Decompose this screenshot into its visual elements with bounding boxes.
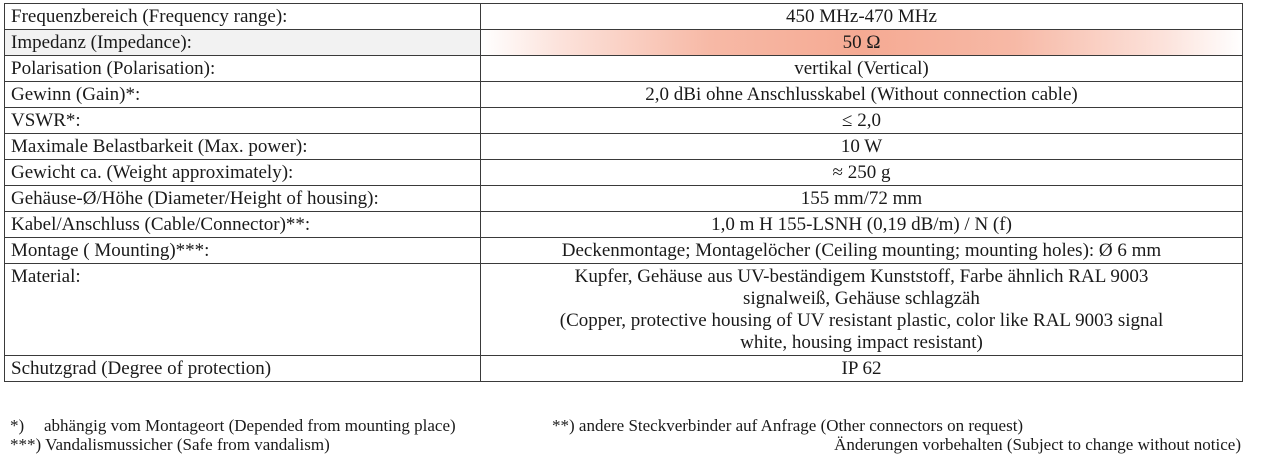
spec-row-mounting — [5, 238, 1243, 264]
spec-row-polarisation — [5, 56, 1243, 82]
spec-label: Gehäuse-Ø/Höhe (Diameter/Height of housing): — [5, 186, 481, 212]
footnote-line-2 — [4, 435, 1243, 454]
spec-value — [481, 264, 1243, 356]
spec-value: 2,0 dBi ohne Anschlusskabel (Without connection cable) — [481, 82, 1243, 108]
spec-label: Maximale Belastbarkeit (Max. power): — [5, 134, 481, 160]
spec-value: 10 W — [481, 134, 1243, 160]
footnote-text: abhängig vom Montageort (Depended from mounting place) — [44, 416, 456, 435]
spec-value: 1,0 m H 155-LSNH (0,19 dB/m) / N (f) — [481, 212, 1243, 238]
footnotes — [4, 416, 1243, 454]
spec-row-max-power — [5, 134, 1243, 160]
spec-row-vswr — [5, 108, 1243, 134]
footnote-line-1 — [4, 416, 1243, 435]
spec-label: Kabel/Anschluss (Cable/Connector)**: — [5, 212, 481, 238]
spec-row-material — [5, 264, 1243, 356]
spec-row-frequency-range — [5, 4, 1243, 30]
spec-label: Montage ( Mounting)***: — [5, 238, 481, 264]
spec-label: Polarisation (Polarisation): — [5, 56, 481, 82]
material-line: signalweiß, Gehäuse schlagzäh — [743, 288, 980, 309]
spec-value: vertikal (Vertical) — [481, 56, 1243, 82]
footnote-marker: *) — [10, 416, 25, 435]
spec-row-impedance — [5, 30, 1243, 56]
footnote-mounting-place — [10, 416, 456, 435]
spec-value: Deckenmontage; Montagelöcher (Ceiling mounting; mounting holes): Ø 6 mm — [481, 238, 1243, 264]
spec-row-gain — [5, 82, 1243, 108]
spec-label: Schutzgrad (Degree of protection) — [5, 356, 481, 382]
footnote-vandalism: ***) Vandalismussicher (Safe from vandalism) — [10, 435, 330, 454]
spec-label: Impedanz (Impedance): — [5, 30, 481, 56]
spec-row-cable-connector — [5, 212, 1243, 238]
spec-value: ≈ 250 g — [481, 160, 1243, 186]
spec-row-housing-dimensions — [5, 186, 1243, 212]
material-line: Kupfer, Gehäuse aus UV-beständigem Kunststoff, Farbe ähnlich RAL 9003 — [574, 266, 1149, 287]
spec-value: IP 62 — [481, 356, 1243, 382]
material-line: (Copper, protective housing of UV resistant plastic, color like RAL 9003 signal — [559, 310, 1164, 331]
spec-value: ≤ 2,0 — [481, 108, 1243, 134]
material-line: white, housing impact resistant) — [740, 332, 983, 353]
spec-label: Material: — [5, 264, 481, 356]
spec-value: 155 mm/72 mm — [481, 186, 1243, 212]
change-disclaimer: Änderungen vorbehalten (Subject to change without notice) — [834, 435, 1241, 454]
specification-table — [4, 3, 1243, 382]
spec-value: 450 MHz-470 MHz — [481, 4, 1243, 30]
spec-row-weight — [5, 160, 1243, 186]
spec-label: Frequenzbereich (Frequency range): — [5, 4, 481, 30]
spec-label: VSWR*: — [5, 108, 481, 134]
spec-row-degree-of-protection — [5, 356, 1243, 382]
spec-label: Gewicht ca. (Weight approximately): — [5, 160, 481, 186]
spec-label: Gewinn (Gain)*: — [5, 82, 481, 108]
spec-value-highlighted: 50 Ω — [481, 30, 1243, 56]
footnote-connectors: **) andere Steckverbinder auf Anfrage (Other connectors on request) — [552, 416, 1024, 435]
